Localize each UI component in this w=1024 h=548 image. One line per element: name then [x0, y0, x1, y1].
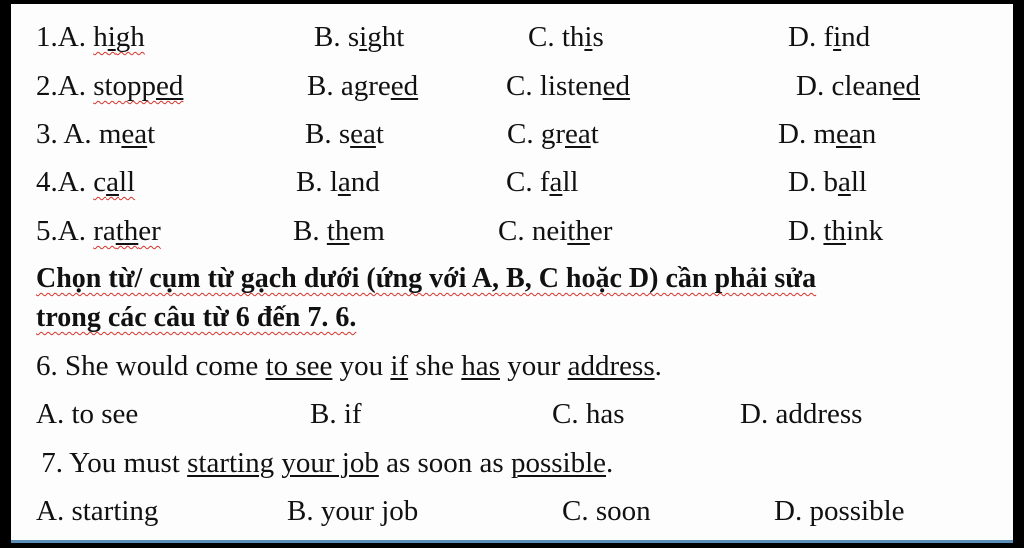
q7-option-a: A. starting [36, 495, 159, 527]
q2-option-c: C. listened [506, 70, 631, 102]
q5-option-d: D. think [788, 215, 884, 247]
q6-option-b: B. if [310, 398, 362, 430]
q2-option-a: 2.A. stopped [36, 70, 184, 102]
q4-option-c: C. fall [506, 166, 579, 198]
instruction-line-2: trong các câu từ 6 đến 7. 6. [36, 302, 357, 333]
q6-option-a: A. to see [36, 398, 139, 430]
q3-option-b: B. seat [305, 118, 384, 150]
q1-option-c: C. this [528, 21, 604, 53]
q3-option-d: D. mean [778, 118, 877, 150]
q4-option-a: 4.A. call [36, 166, 136, 198]
q7-option-c: C. soon [562, 495, 651, 527]
q3-option-c: C. great [507, 118, 599, 150]
q7-sentence: 7. You must starting your job as soon as possible. [34, 447, 614, 479]
q3-option-a: 3. A. meat [36, 118, 156, 150]
q1-option-a: 1.A. high [36, 21, 145, 53]
q1-option-b: B. sight [314, 21, 405, 53]
q1-option-d: D. find [788, 21, 871, 53]
q6-option-c: C. has [552, 398, 625, 430]
q6-sentence: 6. She would come to see you if she has your address. [36, 350, 662, 382]
q7-option-d: D. possible [774, 495, 905, 527]
q7-option-b: B. your job [287, 495, 419, 527]
q4-option-b: B. land [296, 166, 380, 198]
q5-option-b: B. them [293, 215, 385, 247]
q6-option-d: D. address [740, 398, 863, 430]
page-bottom-border [11, 540, 1013, 543]
instruction-line-1: Chọn từ/ cụm từ gạch dưới (ứng với A, B, C hoặc D) cần phải sửa [36, 263, 817, 294]
q4-option-d: D. ball [788, 166, 867, 198]
q5-option-c: C. neither [498, 215, 613, 247]
q2-option-b: B. agreed [307, 70, 419, 102]
q2-option-d: D. cleaned [796, 70, 920, 102]
q5-option-a: 5.A. rather [36, 215, 161, 247]
